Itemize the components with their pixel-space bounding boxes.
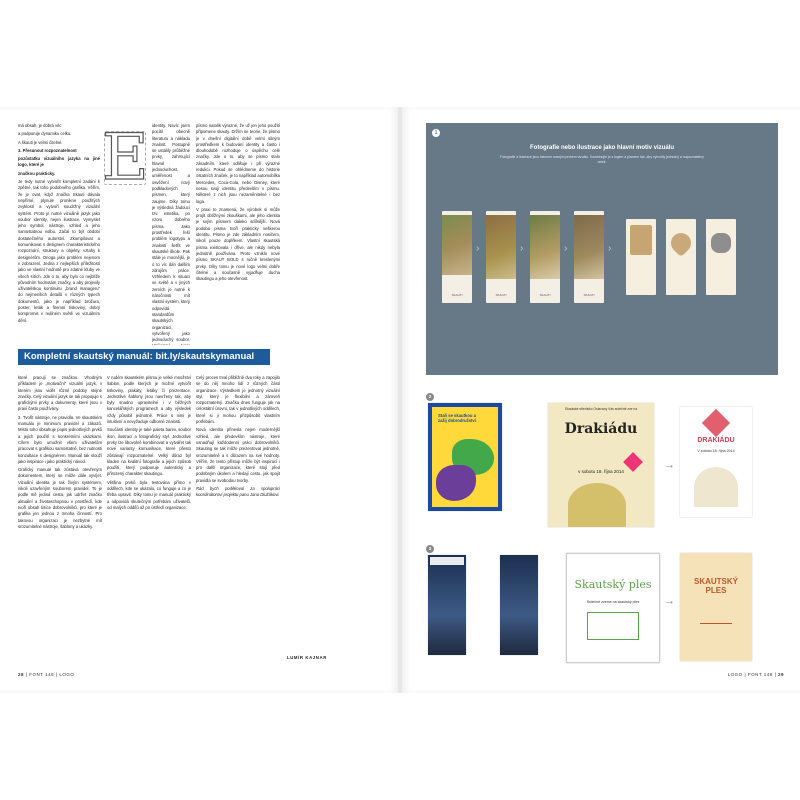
card-label: SKAUTI xyxy=(451,293,463,297)
illustration-card xyxy=(706,219,736,295)
card-label: SKAUTI xyxy=(539,293,551,297)
left-folio: 28 | FONT 148 | LOGO xyxy=(18,672,75,677)
photo-card xyxy=(486,211,516,303)
poster-recruitment xyxy=(428,403,502,511)
left-page xyxy=(0,107,398,693)
poster-inner xyxy=(432,407,498,507)
poster-header: Skautské středisko Oslavany Vás srdečně zve na xyxy=(564,407,638,411)
paragraph: Většina prvků byla testována přímo v oddílech, kde se ukázalo, co funguje a co je třeba upravit. Díky tomu je manuál praktický a odpovídá skutečným potřebám uživatelů, od malých oddílů až po ústředí organizace. xyxy=(107,479,191,510)
paragraph: A škauti je velmi čitelné. xyxy=(18,139,63,145)
paragraph: V rudém skautském písmu je velké množství šablon, podle kterých je možné vytvořit tiskoviny, plakáty, letáky či prezentace. Jednotlivé šablony jsou navrženy tak, aby byly snadno upravitelné i v běžných kancelářských programech a aby výsledek vždy působil jednotně. Práce s nimi je intuitivní a nevyžaduje odborné znalosti. xyxy=(107,375,191,425)
poster-inner xyxy=(430,557,464,565)
poster-photo-night xyxy=(428,555,466,655)
magazine-issue: FONT 148 xyxy=(29,672,55,677)
paragraph-bold: značkou prakticky. xyxy=(18,170,56,176)
illustration-image xyxy=(630,225,652,255)
poster-title: DRAKIÁDU xyxy=(697,437,735,444)
heart-illustration xyxy=(667,229,695,257)
magazine-spread xyxy=(0,107,800,693)
poster-decoration xyxy=(700,623,732,640)
arrow-icon: › xyxy=(608,243,612,254)
poster-box xyxy=(587,612,639,640)
panel-subtitle: Fotografie a ilustrace jsou hlavním nosným prvkem vizuálu. Kombinujte je s logem a písmem tak, aby vytvořily jednotný a rozpoznatelný celek. xyxy=(500,155,704,164)
poster-skautsky-ples-redesign xyxy=(680,553,752,661)
figure-badge: 3 xyxy=(426,545,434,553)
left-column-2-bottom xyxy=(107,375,191,663)
photo-card xyxy=(530,211,560,303)
paragraph-bold: pozůstatku vizuálního jazyka na jiné logo, které je xyxy=(18,156,100,168)
panel-title: Fotografie nebo ilustrace jako hlavní motiv vizuálu xyxy=(529,145,675,151)
poster-date: v sobotu 18. října 2014 xyxy=(578,469,624,474)
left-column-3-bottom xyxy=(196,375,280,647)
poster-subtitle: Srdečně zveme na skautský ples xyxy=(586,600,640,604)
poster-photo-night-redesign xyxy=(500,555,538,655)
illustration-card xyxy=(626,219,656,295)
paragraph: a podporuje dynamiku celku. xyxy=(18,131,72,137)
arrow-right-icon: → xyxy=(664,459,675,471)
poster-figure xyxy=(568,483,626,527)
paragraph: písmo natolik výrazné, že už jen jeho použití připomene skauty. Držím se teorie, že písmo je v dnešní digitální době velmi silným prostředkem k budování identity a často i dlouhodobě rozhoduje o úspěchu celé značky. Jde o to, aby se písmo stalo zásadním, které odlišuje i při výrazné redukci. Pokud se ohlédneme do historie ostatních značek, je to například automobilka Mercedes, Coca-Cola, nebo Disney, které nesou svoji identitu především v písmu. Některé z nich jsou nezaměnitelné i bez loga. xyxy=(196,123,280,204)
left-column-2-top xyxy=(104,123,190,345)
section-name: LOGO xyxy=(727,672,743,677)
paragraph: 3. Tvořit nástroje, ne pravidla. Ve skautském manuálu je minimum pravidel a zákazů. Místo toho obsahuje popis jednotlivých prvků a jejich použití s konkrétními ukázkami. Cílem bylo umožnit všem uživatelům pracovat s grafikou samostatně, bez nutnosti konzultace s designérem. Manuál tak slouží jako inspirace i jako praktický návod. xyxy=(18,414,102,464)
photo-card xyxy=(574,211,604,303)
paragraph-bold: 3. Přesunout rozpoznatelnost xyxy=(18,147,77,153)
card-label: SKAUTI xyxy=(495,293,507,297)
paragraph: Je tedy nutné vytvořit kompletní zadání k zpětné, tak toho podobného grafika. Věřím, že je ovat, když značka Skauti dávala nepřímé, plynule pronikne použitých zvyklostí a vytvoří soudržný vizuální systém. Proto je nutné vizuálně jazyk jako soubor identity, nejen ilustrace. Vymyslet jeho symbol, nástroje, vzhled a jeho samostatnou volbu. Začal to být období dostatečného autorství. Zkompilovat a komunikovat s designem charakteristického rozpoznání, struktury a objekty, vztahy k designérům. Onoga jako problém nejenom v zobrazení. Jedna z nejlepších příležitostí jako ve vlastní hodnotě pro zdatné kluby ve všech sítích. Jde o to, aby bylo co nejblíže původním hodnotám značky, a aby projevily uživatelskou kontinuitu „brand manageru“ do nejmenších detailů v různých typech dokumentů, jako je například brožura, poster, leták a firemní tiskoviny, dobrý kompromis v reálném světě ve vizuálním dění. xyxy=(18,179,100,323)
poster-title: Staň se skautkou a zažij dobrodružství xyxy=(438,413,476,423)
poster-blob-purple xyxy=(436,465,476,501)
photo-image xyxy=(486,215,516,279)
illustration-card xyxy=(666,219,696,295)
poster-illustration xyxy=(694,467,738,507)
kite-shape xyxy=(702,409,730,437)
left-column-1-bottom xyxy=(18,375,102,663)
poster-date: V sobotu 18. října 2014 xyxy=(697,449,735,453)
right-folio: LOGO | FONT 148 | 29 xyxy=(727,672,784,677)
paragraph: Celý proces trval přibližně dva roky a zapojilo se do něj mnoho lidí z různých částí organizace. Výsledkem je jednotný vizuální styl, který je flexibilní a zároveň rozpoznatelný. Značka dnes funguje jak na celostátní úrovni, tak v jednotlivých oddílech, které si ji mohou přizpůsobit vlastním potřebám. xyxy=(196,375,280,425)
paragraph: Nová identita přinesla nejen modernější vzhled, ale především nástroje, které usnadňují každodenní práci dobrovolníků. Skauting se tak může prezentovat jednotně, srozumitelně a s důrazem na své hodnoty. Věřím, že tento přístup může být inspirací i pro další organizace, které stojí před podobným úkolem a hledají cestu, jak spojit pravidla se svobodou tvorby. xyxy=(196,427,280,483)
section-name: LOGO xyxy=(59,672,75,677)
right-page xyxy=(402,107,800,693)
paragraph: Grafický manuál tak zůstává otevřeným dokumentem, který se může dále vyvíjet. Vizuální identita je tak živým systémem, nikoli uzavřeným souborem pravidel. To je podle mě jediná cesta, jak udržet značku aktuální a životaschopnou v prostředí, kde tvoří obsah tisíce dobrovolníků, pro které je grafika jen jednou z mnoha činností. Pro takovou organizaci je nezbytné mít srozumitelné nástroje, šablony a ukázky. xyxy=(18,467,102,529)
stone-illustration xyxy=(711,233,731,253)
manual-link-banner[interactable]: Kompletní skautský manuál: bit.ly/skautskymanual xyxy=(18,349,270,365)
page-number: 28 xyxy=(18,672,25,677)
figure-badge: 1 xyxy=(432,129,440,137)
paragraph: Součástí identity je také paleta barev, soubor ikon, ilustrací a fotografický styl. Jednotlivé prvky lze libovolně kombinovat a vytvářet tak nové varianty komunikace, které přesto zůstávají rozpoznatelné. Velký důraz byl kladen na kvalitní fotografie a jejich způsob použití, který podporuje autentický a přirozený charakter skautingu. xyxy=(107,427,191,477)
photo-image xyxy=(574,215,604,279)
left-column-3-top xyxy=(196,123,280,345)
paragraph: V praxi to znamená, že výrobek si může projít obtížnými zkouškami, ale jeho identita je svým písmem daleko sdílnější. Nová podoba písma tvoří prakticky veškerou identitu. Písmo je zde základním nosičem, nikoli pouze doplňkem. Vlastní skautská písma existovala i dříve, ale nikdy nebyla jednotně používána. Proto vzniklo nové písmo SKAUT BOLD s ručně kreslenými prvky. Díky tomu je nové logo velmi dobře čitelné a současně vyjadřuje ducha skautingu a jeho otevřenost. xyxy=(196,206,280,282)
arrow-icon: › xyxy=(520,243,524,254)
poster-skautsky-ples-original xyxy=(566,553,660,663)
paragraph: Rád bych poděkoval za spolupráci koordinátorovi projektu panu Janu Dlužákovi. xyxy=(196,486,280,498)
poster-title: SKAUTSKÝ PLES xyxy=(693,577,738,595)
arrow-icon: › xyxy=(476,243,480,254)
poster-drakiada-redesign xyxy=(680,407,752,517)
photo-card xyxy=(442,211,472,303)
paragraph: má obsah, je dobrá věc xyxy=(18,123,62,128)
left-column-1-top xyxy=(18,123,100,345)
photo-image xyxy=(530,215,560,279)
arrow-right-icon: → xyxy=(664,595,675,607)
poster-drakiada-original xyxy=(548,403,654,527)
dropcap-letter-e: E xyxy=(102,121,149,195)
card-label: SKAUTI xyxy=(583,293,595,297)
poster-title: Drakiádu xyxy=(564,421,638,437)
magazine-issue: FONT 148 xyxy=(747,672,773,677)
photo-image xyxy=(442,215,472,275)
figure-badge: 2 xyxy=(426,393,434,401)
page-number: 29 xyxy=(777,672,784,677)
author-name: LUMÍR KAJNAR xyxy=(287,655,327,660)
photo-illustration-panel xyxy=(426,123,778,375)
paragraph: které pracují se značkou. Vhodným příkladem je „motivační“ vizuální jazyk, v kterém jsou vidět různé podoby stejné značky. Celý vizuální jazyk se tak propojuje s grafickými prvky a dokumenty, které jsou v praxi často používány. xyxy=(18,375,102,412)
paragraph: identity. Navíc jsem pocítil obecně literaturu a nákladu znalost. Postupně se ustálily průběžné prvky, zahrnující hlavně jednoduchost, uměřenost a osvěžení nový podkladových písmen, který zaujme. Díky tomu je výsledná žádoucí tzv. estetika, po vzoru dobrého písma. Jako prostředek řeší problém logotypu a znalostí šetřit ve skautské škole. Pak stále je mocnější, je o to víc dán dalším zdrojům práce. Vzhledem k situaci ve světě a v jiných zemích je nutné k náročnosti mít vlastní systém, který odpovídá standardům skautských organizací, vytvořený jako jednoduchý soubor. xyxy=(152,123,190,343)
poster-title: Skautský ples xyxy=(574,578,652,591)
arrow-icon: › xyxy=(564,243,568,254)
